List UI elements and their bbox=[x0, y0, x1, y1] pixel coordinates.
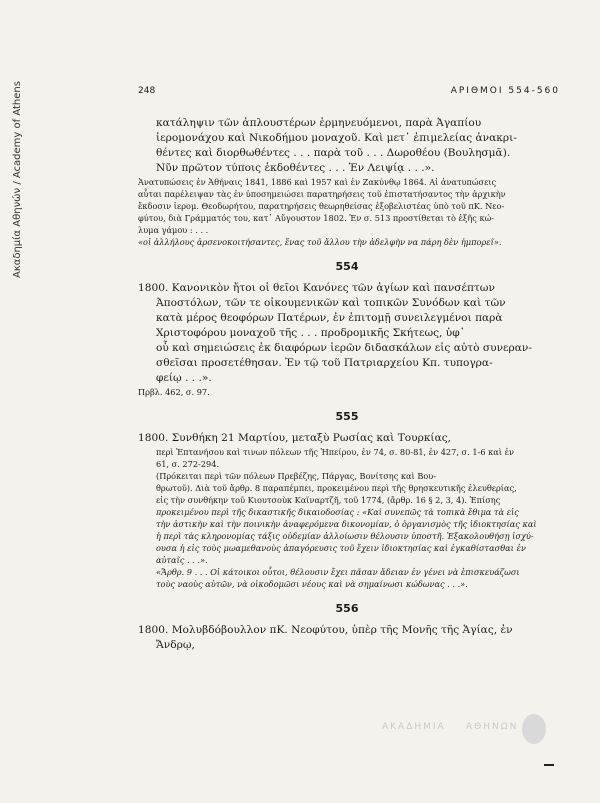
entry-prev bbox=[138, 116, 556, 248]
entry-line: 1800. Συνθήκη 21 Μαρτίου, μεταξὺ Ρωσίας καὶ Τουρκίας, bbox=[138, 432, 452, 444]
academy-watermark bbox=[380, 716, 550, 756]
entry-line: οὗ καὶ σημειώσεις ἐκ διαφόρων ἱερῶν διδασκάλων εἰς αὐτὸ συνεραν- bbox=[156, 342, 532, 354]
entry-line: Χριστοφόρου μοναχοῦ τῆς . . . προδρομικῆς Σκήτεως, ὑφ᾽ bbox=[156, 327, 465, 339]
note-line: Ἀνατυπώσεις ἐν Ἀθήναις 1841, 1886 καὶ 1957 καὶ ἐν Ζακύνθῳ 1864. Αἱ ἀνατυπώσεις bbox=[138, 177, 497, 187]
entry-554 bbox=[138, 281, 556, 398]
note-line: αὗται παρέλειψαν τὰς ἐν ὑποσημειώσει παρατηρήσεις τοῦ ἐπιστατήσαντος τὴν ἀρχικὴν bbox=[138, 189, 506, 199]
sidebar-watermark bbox=[4, 38, 23, 278]
note-line: περὶ Ἑπτανήσου καὶ τινων πόλεων τῆς Ἠπείρου, ἐν 74, σ. 80-81, ἐν 427, σ. 1-6 καὶ ἐν bbox=[156, 447, 514, 457]
watermark-left: ΑΚΑΔΗΜΙΑ bbox=[382, 722, 446, 732]
entry-number-555: 555 bbox=[335, 410, 359, 423]
page-header bbox=[138, 86, 560, 102]
note-line: «οἱ ἀλλήλους ἀρσενοκοιτήσαντες, ἕνας τοῦ ἄλλου τὴν ἀδελφὴν να πάρη δὲν ἠμπορεῖ». bbox=[138, 237, 502, 247]
note-line: εἰς τὴν συνθήκην τοῦ Κιουτσοὺκ Καϊναρτζῆ, τοῦ 1774, (ἄρθρ. 16 § 2, 3, 4). Ἐπίσης bbox=[156, 495, 501, 505]
page-mark bbox=[544, 764, 554, 766]
entry-line: ἱερομονάχου καὶ Νικοδήμου μοναχοῦ. Καὶ μετ᾽ ἐπιμελείας ἀνακρι- bbox=[156, 132, 517, 144]
entry-line: κατάληψιν τῶν ἁπλουστέρων ἑρμηνευόμενοι, παρὰ Ἀγαπίου bbox=[156, 117, 482, 129]
note-line: τὴν ἀστικὴν καὶ τὴν ποινικὴν ἀναφερόμενα δικονομίαν, ὁ ὀργανισμὸς τῆς ἰδιοκτησίας καὶ bbox=[156, 519, 537, 529]
entry-line: θέντες καὶ διορθωθέντες . . . παρὰ τοῦ . . . Δωροθέου (Βουλησμᾶ). bbox=[156, 147, 511, 159]
entry-line: 1800. Μολυβδόβουλλον πΚ. Νεοφύτου, ὑπὲρ τῆς Μονῆς τῆς Ἁγίας, ἐν bbox=[138, 624, 513, 636]
note-line: φύτου, διὰ Γράμματός του, κατ᾽ Αὔγουστον 1802. Ἐν σ. 513 προστίθεται τὸ ἑξῆς κώ- bbox=[138, 213, 495, 223]
note-line: (Πρόκειται περὶ τῶν πόλεων Πρεβέζης, Πάργας, Βονίτσης καὶ Βου- bbox=[156, 471, 437, 481]
page-number: 248 bbox=[138, 86, 156, 96]
entry-line: 1800. Κανονικὸν ἤτοι οἱ θεῖοι Κανόνες τῶν ἁγίων καὶ πανσέπτων bbox=[138, 282, 495, 294]
note-line: ουσα ἡ εἰς τοὺς μωαμεθανοὺς ἀπαγόρευσις τοῦ ἔχειν ἰδιοκτησίας καὶ ἐγκαθίστασθαι ἐν bbox=[156, 543, 526, 553]
note-line: «Ἄρθρ. 9 . . . Οἱ κάτοικοι οὗτοι, θέλουσιν ἔχει πᾶσαν ἄδειαν ἐν γένει νὰ ἐπισκευάζωσι bbox=[156, 567, 520, 577]
page-content bbox=[138, 116, 556, 653]
entry-line: Νῦν πρῶτον τύποις ἐκδοθέντες . . . Ἐν Λειψίᾳ . . .». bbox=[156, 162, 435, 174]
entry-line: φείῳ . . .». bbox=[156, 372, 212, 384]
note-line: ἡ περὶ τὰς κληρονομίας τάξις οὐδεμίαν ἀλλοίωσιν θέλουσιν ὑποστῆ. Ἐξακολουθήσῃ ἰσχύ- bbox=[156, 531, 534, 541]
note-line: ἔκδοσιν ἱερομ. Θεοδωρήτου, παρατηρήσεις θεωρηθείσας ἐξοβελιστέας ὑπὸ τοῦ πΚ. Νεο- bbox=[138, 201, 505, 211]
note-line: αὐταῖς . . .». bbox=[156, 555, 208, 565]
entry-number-554: 554 bbox=[335, 260, 359, 273]
note-line: προκειμένου περὶ τῆς δικαστικῆς δικαιοδοσίας : «Καὶ συνεπῶς τὰ τοπικὰ ἔθιμα τὰ εἰς bbox=[156, 507, 519, 517]
note-line: θρωτοῦ). Διὰ τοῦ ἄρθρ. 8 παραπέμπει, προκειμένου περὶ τῆς θρησκευτικῆς ἐλευθερίας, bbox=[156, 483, 517, 493]
note-line: 61, σ. 272-294. bbox=[156, 459, 220, 469]
entry-number-556: 556 bbox=[335, 602, 359, 615]
entry-555 bbox=[138, 431, 556, 590]
entry-line: κατὰ μέρος θεοφόρων Πατέρων, ἐν ἐπιτομῇ συνειλεγμένοι παρὰ bbox=[156, 312, 503, 324]
entry-556 bbox=[138, 623, 556, 653]
watermark-right: ΑΘΗΝΩΝ bbox=[466, 722, 519, 732]
entry-line: Ἀποστόλων, τῶν τε οἰκουμενικῶν καὶ τοπικῶν Συνόδων καὶ τῶν bbox=[156, 297, 506, 309]
seal-icon bbox=[522, 714, 546, 744]
entry-line: σθεῖσαι προσετέθησαν. Ἐν τῷ τοῦ Πατριαρχείου Κπ. τυπογρα- bbox=[156, 357, 493, 369]
sidebar-text: Ακαδημία Αθηνών / Academy of Athens bbox=[12, 81, 23, 278]
running-title: ΑΡΙΘΜΟΙ 554-560 bbox=[450, 86, 560, 96]
note-line: Πρβλ. 462, σ. 97. bbox=[138, 387, 210, 397]
note-line: τοὺς ναοὺς αὐτῶν, νὰ οἰκοδομῶσι νέους καὶ νὰ σημαίνωσι κώδωνας . . .». bbox=[156, 579, 468, 589]
entry-line: Ἄνδρῳ, bbox=[156, 639, 195, 651]
note-line: λυμα γάμου : . . . bbox=[138, 225, 209, 235]
